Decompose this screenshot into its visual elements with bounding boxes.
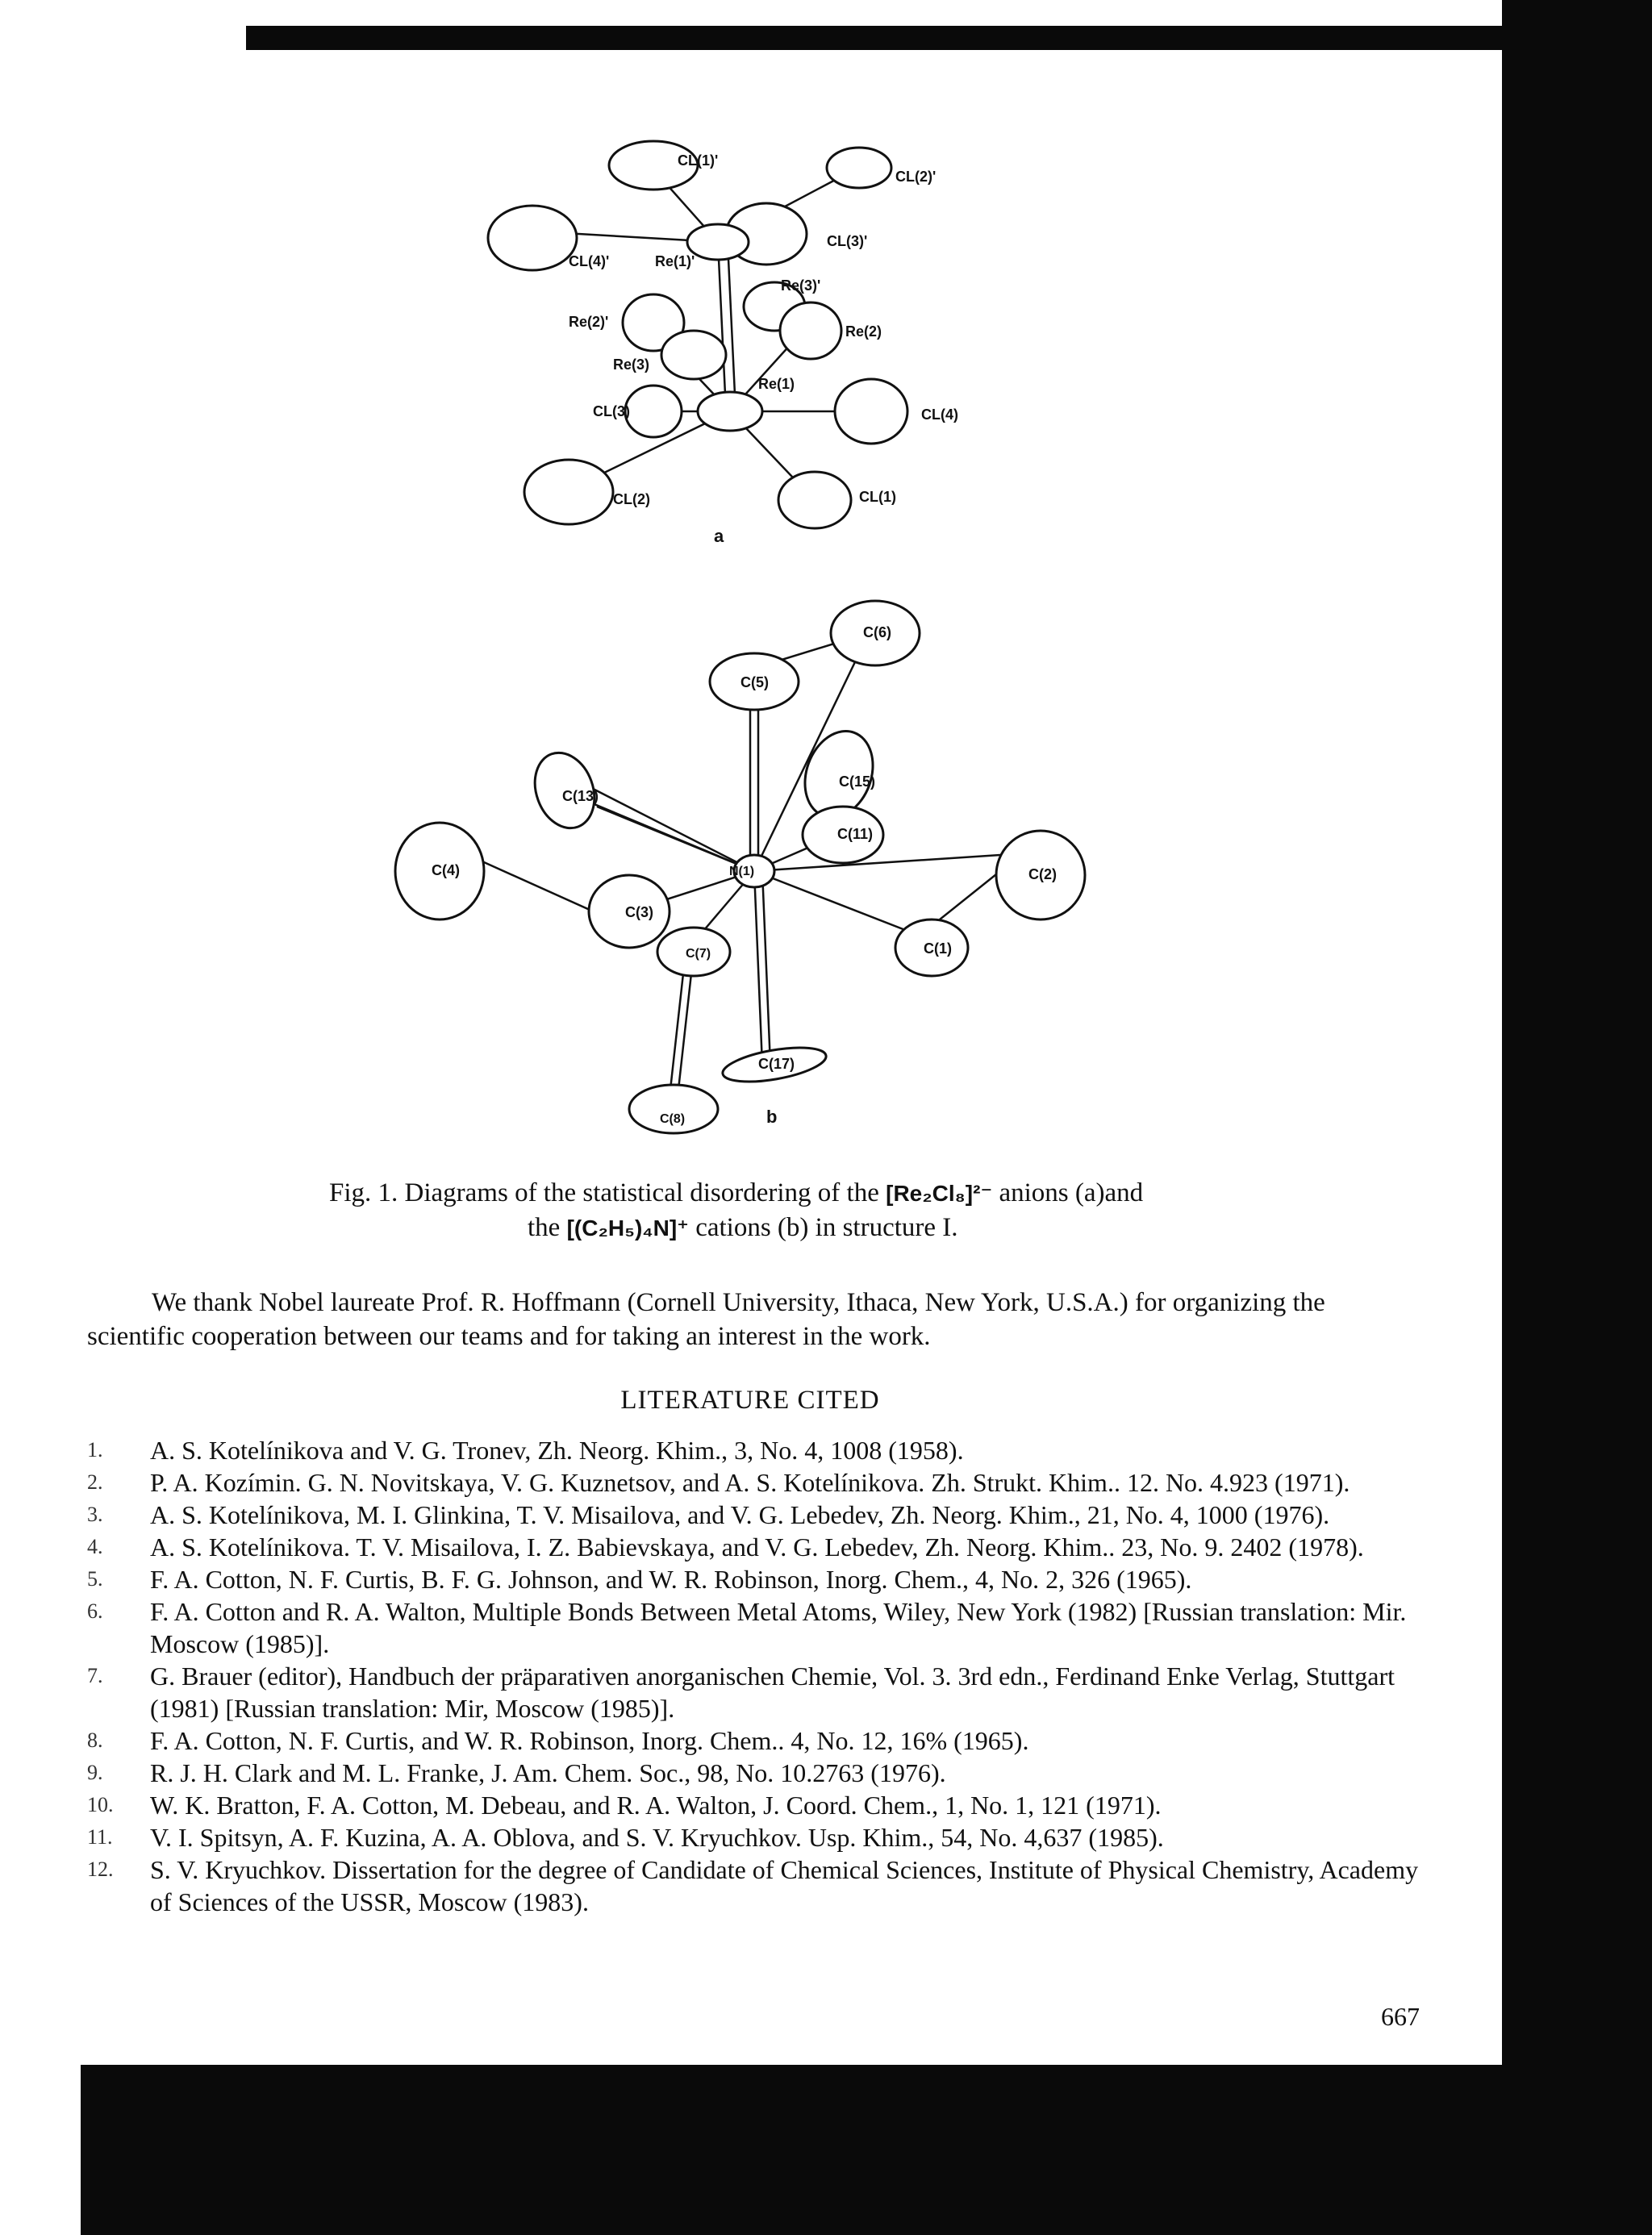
atom-label: C(1) xyxy=(924,940,952,957)
reference-item xyxy=(87,1499,1426,1531)
panel-a-diagram xyxy=(488,141,907,528)
reference-number: 2. xyxy=(87,1470,103,1494)
panel-letter-a: a xyxy=(714,526,724,546)
atom-label: CL(2) xyxy=(613,491,650,507)
reference-list xyxy=(87,1434,1426,1918)
atom-label: C(11) xyxy=(837,826,874,842)
atom-label: CL(4)' xyxy=(569,253,610,269)
atom-label: C(17) xyxy=(758,1056,795,1072)
atom-label: Re(1)' xyxy=(655,253,695,269)
scan-border-bottom xyxy=(81,2065,1652,2235)
atom-label: C(6) xyxy=(863,624,891,640)
atom-label: CL(4) xyxy=(921,407,958,423)
reference-text: V. I. Spitsyn, A. F. Kuzina, A. A. Oblova, and S. V. Kryuchkov. Usp. Khim., 54, No. 4,637 (1985). xyxy=(150,1823,1164,1852)
reference-text: A. S. Kotelínikova, M. I. Glinkina, T. V. Misailova, and V. G. Lebedev, Zh. Neorg. Khim., 21, No. 4, 1000 (1976). xyxy=(150,1500,1330,1529)
reference-number: 3. xyxy=(87,1503,103,1526)
atom-label: C(5) xyxy=(740,674,769,690)
literature-cited-heading: LITERATURE CITED xyxy=(620,1386,880,1415)
reference-number: 7. xyxy=(87,1664,103,1687)
reference-number: 4. xyxy=(87,1535,103,1558)
panel-letter-b: b xyxy=(766,1107,778,1127)
page-number: 667 xyxy=(1381,2002,1420,2031)
reference-number: 12. xyxy=(87,1858,114,1881)
atom-label: C(7) xyxy=(686,947,711,961)
reference-item xyxy=(87,1466,1426,1499)
reference-number: 11. xyxy=(87,1825,113,1849)
caption-line2-end: cations (b) in structure I. xyxy=(688,1213,958,1242)
acknowledgement: We thank Nobel laureate Prof. R. Hoffmann (Cornell University, Ithaca, New York, U.S.A.) for organizing the scientific cooperation between our teams and for taking an interest in the work. xyxy=(87,1288,1325,1351)
atom-label: CL(3) xyxy=(593,403,630,419)
reference-item xyxy=(87,1853,1426,1918)
reference-text: F. A. Cotton, N. F. Curtis, B. F. G. Johnson, and W. R. Robinson, Inorg. Chem., 4, No. 2, 326 (1965). xyxy=(150,1565,1192,1594)
atom-label: C(15) xyxy=(839,773,876,790)
reference-number: 5. xyxy=(87,1567,103,1591)
reference-number: 6. xyxy=(87,1599,103,1623)
atom-label: CL(1)' xyxy=(678,152,719,169)
atom-label: Re(1) xyxy=(758,376,795,392)
reference-item xyxy=(87,1821,1426,1853)
reference-item xyxy=(87,1434,1426,1466)
atom-label: CL(1) xyxy=(859,489,896,505)
atom-label: Re(3)' xyxy=(781,277,821,294)
caption-cation-formula: [(C₂H₅)₄N]⁺ xyxy=(566,1215,689,1241)
caption-line2 xyxy=(329,1211,1184,1245)
figure-caption xyxy=(329,1176,1184,1245)
reference-text: A. S. Kotelínikova and V. G. Tronev, Zh. Neorg. Khim., 3, No. 4, 1008 (1958). xyxy=(150,1436,964,1465)
reference-item xyxy=(87,1563,1426,1595)
reference-text: G. Brauer (editor), Handbuch der präparativen anorganischen Chemie, Vol. 3. 3rd edn., Ferdinand Enke Verlag, Stuttgart (1981) [Russian translation: Mir, Moscow (1985)]. xyxy=(150,1662,1395,1723)
panel-a-ellipsoids xyxy=(488,141,907,528)
atom-label: Re(2) xyxy=(845,323,882,340)
atom-label: Re(2)' xyxy=(569,314,609,330)
reference-item xyxy=(87,1660,1426,1724)
atom-label: Re(3) xyxy=(613,357,650,373)
atom-label: C(3) xyxy=(625,904,653,920)
atom-label: CL(2)' xyxy=(895,169,937,185)
reference-text: R. J. H. Clark and M. L. Franke, J. Am. Chem. Soc., 98, No. 10.2763 (1976). xyxy=(150,1758,946,1787)
atom-label: C(4) xyxy=(432,862,460,878)
caption-line2-start: the xyxy=(528,1213,567,1242)
reference-item xyxy=(87,1724,1426,1757)
atom-label: C(13) xyxy=(562,788,599,804)
caption-anion-formula: [Re₂Cl₈]²⁻ xyxy=(886,1181,993,1206)
reference-number: 9. xyxy=(87,1761,103,1784)
atom-label: C(2) xyxy=(1028,866,1057,882)
reference-text: S. V. Kryuchkov. Dissertation for the degree of Candidate of Chemical Sciences, Institute of Physical Chemistry, Academy of Sciences of the USSR, Moscow (1983). xyxy=(150,1855,1419,1916)
caption-line1-end: anions (a)and xyxy=(992,1178,1144,1207)
reference-item xyxy=(87,1531,1426,1563)
caption-line1: Fig. 1. Diagrams of the statistical disordering of the xyxy=(329,1178,879,1207)
reference-item xyxy=(87,1595,1426,1660)
atom-label: C(8) xyxy=(660,1112,686,1126)
reference-text: A. S. Kotelínikova. T. V. Misailova, I. Z. Babievskaya, and V. G. Lebedev, Zh. Neorg. Khim.. 23, No. 9. 2402 (1978). xyxy=(150,1532,1364,1562)
reference-number: 8. xyxy=(87,1728,103,1752)
reference-number: 10. xyxy=(87,1793,114,1816)
reference-text: W. K. Bratton, F. A. Cotton, M. Debeau, and R. A. Walton, J. Coord. Chem., 1, No. 1, 121 (1971). xyxy=(150,1791,1162,1820)
reference-text: F. A. Cotton and R. A. Walton, Multiple Bonds Between Metal Atoms, Wiley, New York (1982) [Russian translation: Mir. Moscow (1985)]. xyxy=(150,1597,1407,1658)
atom-label: CL(3)' xyxy=(827,233,868,249)
reference-text: F. A. Cotton, N. F. Curtis, and W. R. Robinson, Inorg. Chem.. 4, No. 12, 16% (1965). xyxy=(150,1726,1029,1755)
reference-item xyxy=(87,1789,1426,1821)
atom-label: N(1) xyxy=(729,865,755,878)
reference-text: P. A. Kozímin. G. N. Novitskaya, V. G. Kuznetsov, and A. S. Kotelínikova. Zh. Strukt. Khim.. 12. No. 4.923 (1971). xyxy=(150,1468,1350,1497)
reference-number: 1. xyxy=(87,1438,103,1462)
reference-item xyxy=(87,1757,1426,1789)
scan-border-right xyxy=(1502,0,1652,2235)
figure-1 xyxy=(0,0,1500,1161)
